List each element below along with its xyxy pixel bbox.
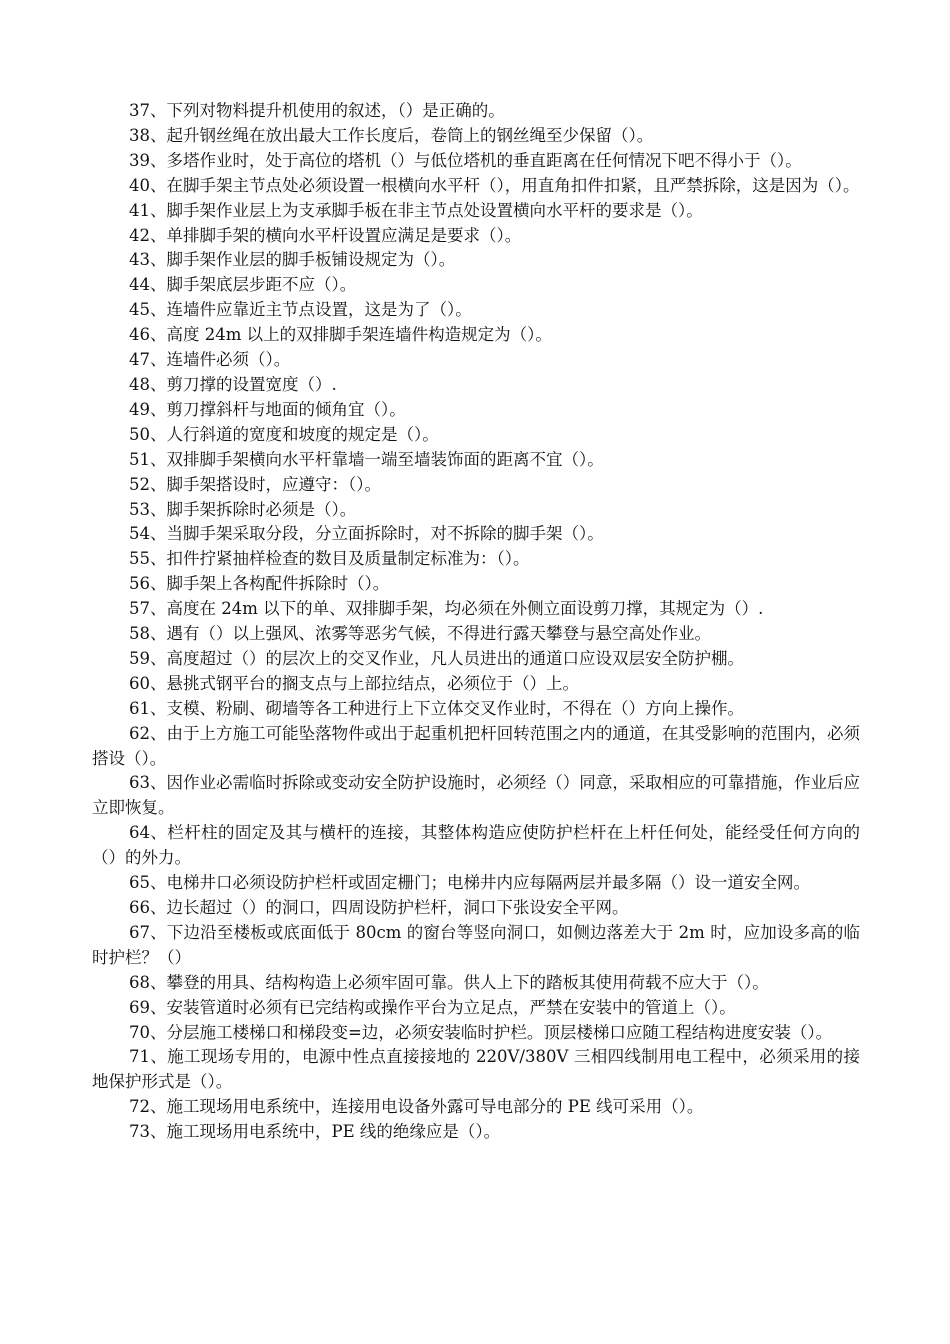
- question-45: 45、连墙件应靠近主节点设置，这是为了（）。: [129, 300, 472, 320]
- question-61: 61、支模、粉刷、砌墙等各工种进行上下立体交叉作业时，不得在（）方向上操作。: [129, 698, 744, 718]
- question-40: 40、在脚手架主节点处必须设置一根横向水平杆（），用直角扣件扣紧，且严禁拆除，这是因为（）。: [129, 175, 860, 195]
- question-49: 49、剪刀撑斜杆与地面的倾角宜（）。: [129, 399, 406, 419]
- question-73: 73、施工现场用电系统中，PE 线的绝缘应是（）。: [129, 1122, 501, 1142]
- question-48: 48、剪刀撑的设置宽度（）.: [129, 374, 337, 394]
- question-64: 64、栏杆柱的固定及其与横杆的连接，其整体构造应使防护栏杆在上杆任何处，能经受任何方向的（）的外力。: [92, 823, 860, 868]
- question-69: 69、安装管道时必须有已完结构或操作平台为立足点，严禁在安装中的管道上（）。: [129, 997, 736, 1017]
- question-44: 44、脚手架底层步距不应（）。: [129, 275, 357, 295]
- question-39: 39、多塔作业时，处于高位的塔机（）与低位塔机的垂直距离在任何情况下吧不得小于（）。: [129, 150, 802, 170]
- question-51: 51、双排脚手架横向水平杆靠墙一端至墙装饰面的距离不宜（）。: [129, 449, 604, 469]
- question-65: 65、电梯井口必须设防护栏杆或固定栅门；电梯井内应每隔两层并最多隔（）设一道安全网。: [129, 873, 810, 893]
- question-42: 42、单排脚手架的横向水平杆设置应满足是要求（）。: [129, 225, 522, 245]
- question-63: 63、因作业必需临时拆除或变动安全防护设施时，必须经（）同意，采取相应的可靠措施，作业后应立即恢复。: [92, 773, 860, 818]
- question-list: [92, 99, 860, 1145]
- question-68: 68、攀登的用具、结构构造上必须牢固可靠。供人上下的踏板其使用荷载不应大于（）。: [129, 972, 769, 992]
- question-58: 58、遇有（）以上强风、浓雾等恶劣气候，不得进行露天攀登与悬空高处作业。: [129, 624, 711, 644]
- question-37: 37、下列对物料提升机使用的叙述，（）是正确的。: [129, 101, 505, 120]
- question-70: 70、分层施工楼梯口和梯段变=边，必须安装临时护栏。顶层楼梯口应随工程结构进度安装（）。: [129, 1022, 833, 1042]
- question-56: 56、脚手架上各构配件拆除时（）。: [129, 574, 390, 594]
- question-52: 52、脚手架搭设时，应遵守：（）。: [129, 474, 381, 494]
- question-60: 60、悬挑式钢平台的搁支点与上部拉结点，必须位于（）上。: [129, 673, 579, 693]
- question-57: 57、高度在 24m 以下的单、双排脚手架，均必须在外侧立面设剪刀撑，其规定为（）.: [129, 599, 764, 619]
- question-54: 54、当脚手架采取分段，分立面拆除时，对不拆除的脚手架（）。: [129, 524, 604, 544]
- question-47: 47、连墙件必须（）。: [129, 350, 291, 370]
- question-41: 41、脚手架作业层上为支承脚手板在非主节点处设置横向水平杆的要求是（）。: [129, 200, 703, 220]
- question-50: 50、人行斜道的宽度和坡度的规定是（）。: [129, 424, 439, 444]
- question-59: 59、高度超过（）的层次上的交叉作业，凡人员进出的通道口应设双层安全防护棚。: [129, 648, 744, 668]
- question-62: 62、由于上方施工可能坠落物件或出于起重机把杆回转范围之内的通道，在其受影响的范围内，必须搭设（）。: [92, 723, 860, 768]
- question-53: 53、脚手架拆除时必须是（）。: [129, 499, 357, 519]
- question-72: 72、施工现场用电系统中，连接用电设备外露可导电部分的 PE 线可采用（）。: [129, 1097, 704, 1117]
- question-43: 43、脚手架作业层的脚手板铺设规定为（）。: [129, 250, 456, 270]
- question-55: 55、扣件拧紧抽样检查的数目及质量制定标准为：（）。: [129, 549, 530, 569]
- question-71: 71、施工现场专用的，电源中性点直接接地的 220V/380V 三相四线制用电工程中，必须采用的接地保护形式是（）。: [92, 1047, 860, 1092]
- question-46: 46、高度 24m 以上的双排脚手架连墙件构造规定为（）。: [129, 325, 552, 345]
- question-38: 38、起升钢丝绳在放出最大工作长度后，卷筒上的钢丝绳至少保留（）。: [129, 125, 654, 145]
- question-66: 66、边长超过（）的洞口，四周设防护栏杆，洞口下张设安全平网。: [129, 898, 629, 917]
- question-67: 67、下边沿至楼板或底面低于 80cm 的窗台等竖向洞口，如侧边落差大于 2m 时，应加设多高的临时护栏？（）: [92, 922, 860, 967]
